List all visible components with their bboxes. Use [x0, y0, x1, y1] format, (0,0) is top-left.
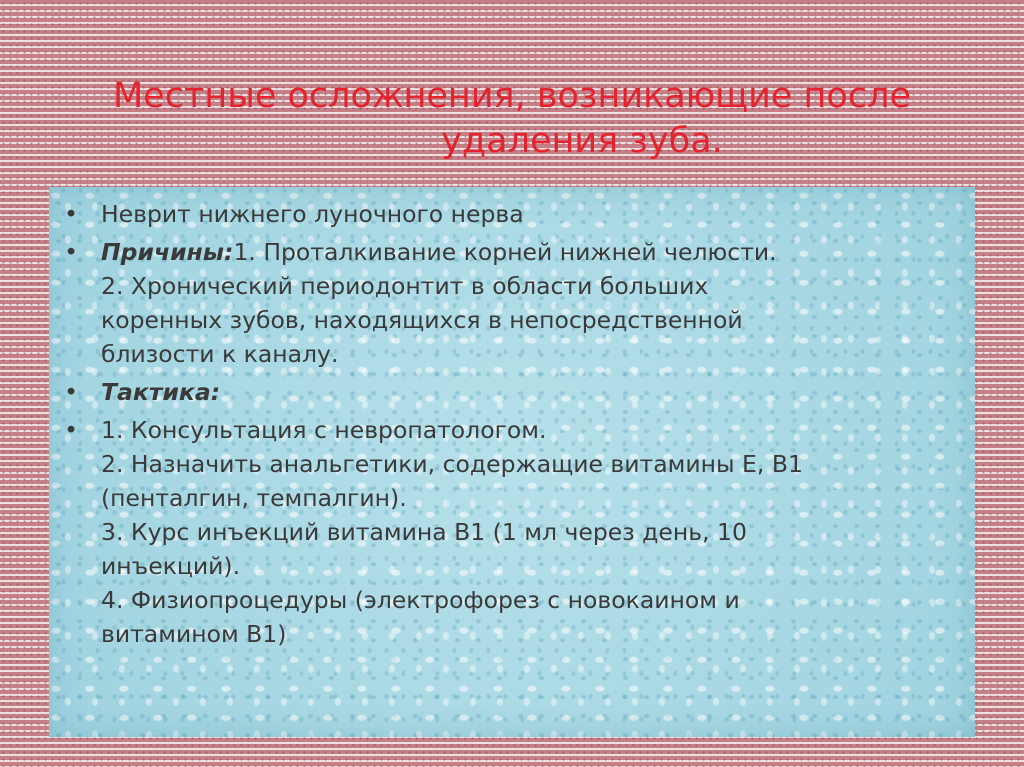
treatment-step-3: 3. Курс инъекций витамина В1 (1 мл через день, 10 [101, 518, 747, 546]
treatment-step-4: 4. Физиопроцедуры (электрофорез с новокаином и [101, 586, 740, 614]
slide-title [60, 74, 964, 164]
bullet-text: Неврит нижнего луночного нерва [101, 200, 524, 228]
cause-2-line-3: близости к каналу. [101, 340, 339, 368]
treatment-step-4-cont: витамином В1) [101, 620, 287, 648]
bullet-item-tactics [49, 375, 975, 409]
treatment-step-3-cont: инъекций). [101, 552, 241, 580]
tactics-label: Тактика: [101, 378, 221, 406]
content-panel [49, 187, 975, 737]
cause-2-line-2: коренных зубов, находящихся в непосредственной [101, 306, 743, 334]
bullet-item-neuritis [49, 197, 975, 231]
treatment-step-2-cont: (пенталгин, темпалгин). [101, 484, 407, 512]
bullet-text [101, 235, 945, 371]
treatment-step-1: 1. Консультация с невропатологом. [101, 416, 547, 444]
causes-label: Причины: [101, 238, 234, 266]
title-line-2: удаления зуба. [441, 121, 723, 161]
cause-2-line-1: 2. Хронический периодонтит в области больших [101, 272, 709, 300]
treatment-step-2: 2. Назначить анальгетики, содержащие витамины Е, В1 [101, 450, 803, 478]
bullet-item-treatment [49, 413, 975, 651]
bullet-item-causes [49, 235, 975, 371]
bullet-dot-icon: • [64, 238, 78, 266]
bullet-dot-icon: • [64, 200, 78, 228]
bullet-text [101, 413, 945, 651]
bullet-dot-icon: • [64, 378, 78, 406]
cause-1: 1. Проталкивание корней нижней челюсти. [233, 238, 777, 266]
bullet-list [49, 197, 975, 655]
causes-first-line [101, 235, 945, 269]
title-line-1: Местные осложнения, возникающие после [112, 76, 911, 116]
bullet-dot-icon: • [64, 416, 78, 444]
